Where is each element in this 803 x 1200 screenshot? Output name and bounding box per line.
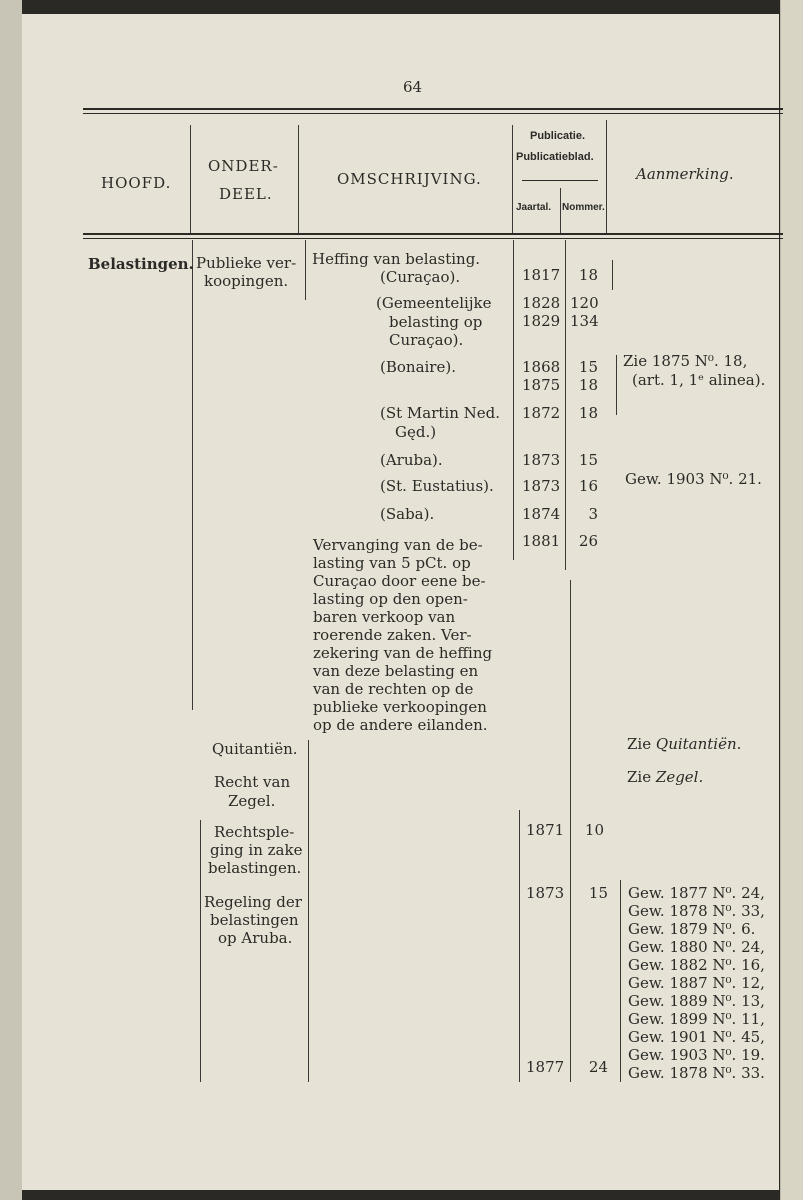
omschrijving-vervanging-5: baren verkoop van (313, 608, 456, 626)
nommer-regeling2: 24 (588, 1058, 608, 1076)
column-divider (620, 880, 621, 1082)
column-divider (513, 240, 514, 560)
jaartal-eustatius: 1873 (522, 477, 561, 495)
jaartal-aruba: 1873 (522, 451, 561, 469)
column-divider (305, 240, 306, 300)
jaartal-bonaire1: 1868 (522, 358, 561, 376)
header-bottom-rule (83, 233, 783, 235)
onderdeel-publieke-1: Publieke ver- (196, 254, 297, 272)
nommer-vervanging: 26 (578, 532, 598, 550)
column-divider (570, 580, 571, 1082)
aanmerking-regeling-11: Gew. 1878 N⁰. 33. (628, 1064, 765, 1082)
jaartal-stmartin: 1872 (522, 404, 561, 422)
onderdeel-regeling-2: belastingen (210, 911, 299, 929)
book-binding (0, 0, 22, 1200)
column-divider (200, 820, 201, 1082)
column-divider (192, 240, 193, 710)
nommer-regeling: 15 (588, 884, 608, 902)
omschrijving-vervanging-10: publieke verkoopingen (313, 698, 487, 716)
onderdeel-quitantien: Quitantiën. (212, 740, 298, 758)
header-top-rule (83, 108, 783, 110)
header-jaartal: Jaartal. (516, 202, 552, 213)
nommer-gem2: 134 (570, 312, 599, 330)
omschrijving-bonaire: (Bonaire). (380, 358, 456, 376)
aanmerking-regeling-8: Gew. 1899 N⁰. 11, (628, 1010, 765, 1028)
nommer-bonaire1: 15 (578, 358, 598, 376)
nommer-stmartin: 18 (578, 404, 598, 422)
onderdeel-recht-1: Recht van (214, 773, 291, 791)
header-divider (190, 125, 191, 233)
aanmerking-bonaire-1: Zie 1875 N⁰. 18, (623, 352, 748, 370)
publicatie-underline (522, 180, 598, 181)
onderdeel-rechtspleging-2: ging in zake (210, 841, 303, 859)
column-divider (519, 810, 520, 1082)
aanmerking-zegel-ref: Zegel. (655, 768, 704, 786)
onderdeel-regeling-1: Regeling der (204, 893, 302, 911)
onderdeel-recht-2: Zegel. (228, 792, 276, 810)
aanmerking-regeling-2: Gew. 1878 N⁰. 33, (628, 902, 765, 920)
omschrijving-vervanging-7: zekering van de heffing (313, 644, 493, 662)
onderdeel-rechtspleging-3: belastingen. (208, 859, 302, 877)
header-onderdeel-2: DEEL. (219, 185, 273, 203)
onderdeel-rechtspleging-1: Rechtsple- (214, 823, 295, 841)
onderdeel-regeling-3: op Aruba. (218, 929, 293, 947)
header-hoofd: HOOFD. (101, 174, 172, 192)
omschrijving-heffing: Heffing van belasting. (312, 250, 481, 268)
jaartal-gem1: 1828 (522, 294, 561, 312)
aanmerking-zegel (627, 768, 703, 787)
aanmerking-zegel-prefix: Zie (627, 768, 652, 786)
omschrijving-vervanging-2: lasting van 5 pCt. op (313, 554, 471, 572)
omschrijving-gemeentelijke-2: belasting op (389, 313, 483, 331)
header-nommer: Nommer. (562, 202, 605, 213)
omschrijving-gemeentelijke-3: Curaçao). (389, 331, 464, 349)
omschrijving-vervanging-6: roerende zaken. Ver- (313, 626, 472, 644)
header-publicatie: Publicatie. (530, 130, 586, 142)
omschrijving-aruba: (Aruba). (380, 451, 443, 469)
nommer-curacao: 18 (578, 266, 598, 284)
aanmerking-regeling-3: Gew. 1879 N⁰. 6. (628, 920, 756, 938)
aanmerking-regeling-1: Gew. 1877 N⁰. 24, (628, 884, 765, 902)
aanmerking-regeling-4: Gew. 1880 N⁰. 24, (628, 938, 765, 956)
omschrijving-eustatius: (St. Eustatius). (380, 477, 494, 495)
nommer-bonaire2: 18 (578, 376, 598, 394)
nommer-saba: 3 (588, 505, 598, 523)
column-divider (565, 240, 566, 570)
aanmerking-regeling-6: Gew. 1887 N⁰. 12, (628, 974, 765, 992)
aanmerking-regeling-7: Gew. 1889 N⁰. 13, (628, 992, 765, 1010)
aanmerking-regeling-9: Gew. 1901 N⁰. 45, (628, 1028, 765, 1046)
aanmerking-quitantien-prefix: Zie (627, 735, 652, 753)
header-top-rule-2 (83, 113, 783, 114)
omschrijving-gemeentelijke-1: (Gemeentelijke (376, 294, 492, 312)
header-divider (298, 125, 299, 233)
jaartal-bonaire2: 1875 (522, 376, 561, 394)
jaartal-regeling2: 1877 (526, 1058, 565, 1076)
aanmerking-eustatius: Gew. 1903 N⁰. 21. (625, 470, 762, 488)
jaartal-regeling: 1873 (526, 884, 565, 902)
onderdeel-publieke-2: koopingen. (204, 272, 289, 290)
nommer-eustatius: 16 (578, 477, 598, 495)
page-number: 64 (403, 78, 423, 96)
header-aanmerking: Aanmerking. (636, 165, 734, 183)
jaartal-saba: 1874 (522, 505, 561, 523)
omschrijving-vervanging-9: van de rechten op de (313, 680, 474, 698)
omschrijving-stmartin-2: Gęd.) (395, 423, 437, 441)
omschrijving-vervanging-3: Curaçao door eene be- (313, 572, 486, 590)
jaartal-vervanging: 1881 (522, 532, 561, 550)
aanmerking-bonaire-2: (art. 1, 1ᵉ alinea). (632, 371, 766, 389)
header-omschrijving: OMSCHRIJVING. (337, 170, 482, 188)
hoofd-belastingen: Belastingen. (88, 255, 194, 273)
aanmerking-regeling-10: Gew. 1903 N⁰. 19. (628, 1046, 765, 1064)
column-divider (308, 740, 309, 1082)
aanmerking-quitantien-ref: Quitantiën. (655, 735, 742, 753)
jaartal-rechtspleging: 1871 (526, 821, 565, 839)
header-bottom-rule-2 (83, 238, 783, 239)
jaartal-gem2: 1829 (522, 312, 561, 330)
nommer-aruba: 15 (578, 451, 598, 469)
header-publicatieblad: Publicatieblad. (516, 151, 594, 163)
header-divider (560, 188, 561, 233)
nommer-gem1: 120 (570, 294, 599, 312)
jaartal-curacao: 1817 (522, 266, 561, 284)
header-divider (606, 120, 607, 233)
header-divider (512, 125, 513, 233)
omschrijving-vervanging-1: Vervanging van de be- (313, 536, 483, 554)
aanmerking-quitantien (627, 735, 741, 754)
nommer-rechtspleging: 10 (584, 821, 604, 839)
column-divider (612, 260, 613, 290)
omschrijving-vervanging-4: lasting op den open- (313, 590, 468, 608)
omschrijving-curacao: (Curaçao). (380, 268, 461, 286)
column-divider (616, 355, 617, 415)
omschrijving-vervanging-11: op de andere eilanden. (313, 716, 488, 734)
header-onderdeel-1: ONDER- (208, 157, 279, 175)
omschrijving-vervanging-8: van deze belasting en (313, 662, 479, 680)
omschrijving-stmartin-1: (St Martin Ned. (380, 404, 501, 422)
omschrijving-saba: (Saba). (380, 505, 435, 523)
page-edge (780, 0, 803, 1200)
aanmerking-regeling-5: Gew. 1882 N⁰. 16, (628, 956, 765, 974)
